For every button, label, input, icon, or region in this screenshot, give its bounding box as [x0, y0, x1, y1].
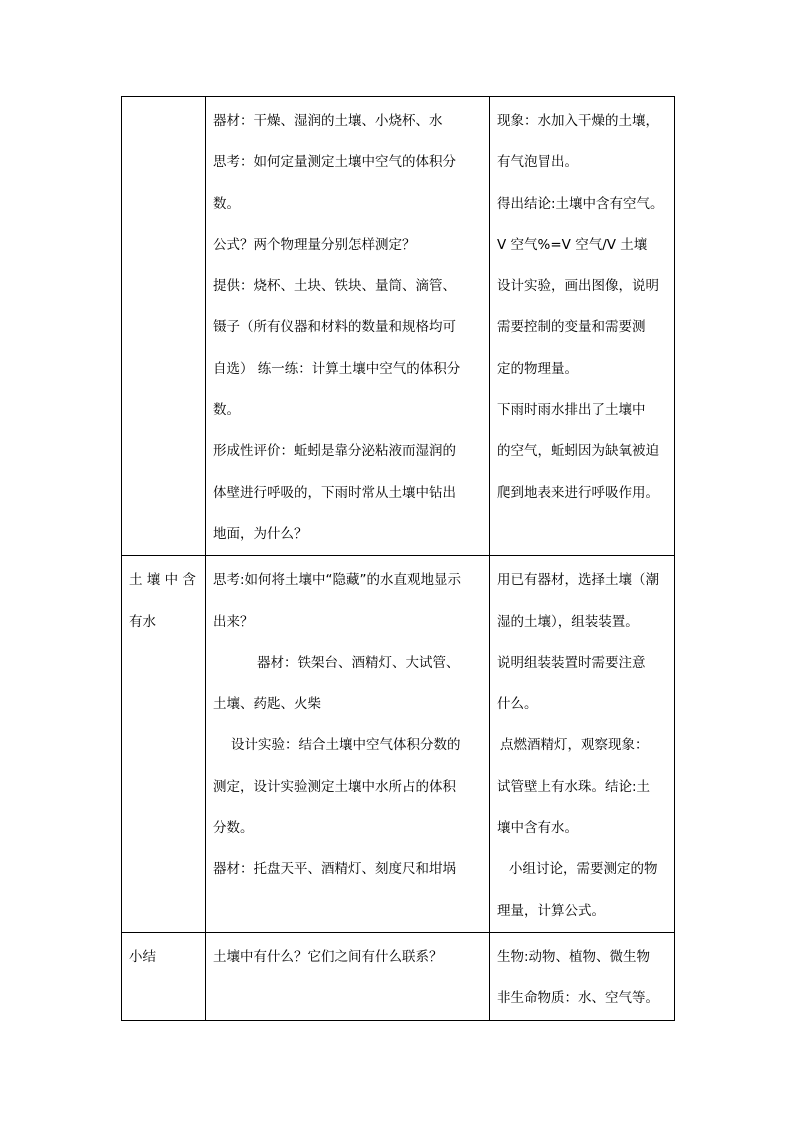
text-line: 设计实验：结合土壤中空气体积分数的: [231, 737, 461, 754]
text-line: 数。: [213, 195, 240, 212]
text-line: 得出结论:土壤中含有空气。: [497, 195, 664, 212]
text-line: 器材：托盘天平、酒精灯、刻度尺和坩埚: [213, 861, 456, 878]
text-line: 有水: [129, 613, 156, 630]
text-line: 设计实验，画出图像，说明: [497, 278, 659, 295]
text-line: 生物:动物、植物、微生物: [497, 948, 651, 965]
text-line: 镊子（所有仪器和材料的数量和规格均可: [213, 319, 456, 336]
text-line: 土 壤 中 含: [129, 572, 196, 589]
text-line: V 空气%=V 空气/V 土壤: [497, 236, 648, 253]
student-cell: [490, 556, 675, 933]
text-line: 土壤、药匙、火柴: [213, 696, 321, 713]
lesson-table: [121, 96, 675, 1021]
text-line: 需要控制的变量和需要测: [497, 319, 646, 336]
text-line: 小组讨论，需要测定的物: [509, 861, 658, 878]
text-line: 分数。: [213, 820, 254, 837]
text-line: 有气泡冒出。: [497, 154, 578, 171]
table-row: [122, 556, 675, 933]
text-line: 定的物理量。: [497, 360, 578, 377]
text-line: 公式？两个物理量分别怎样测定？: [213, 236, 416, 253]
text-line: 的空气，蚯蚓因为缺氧被迫: [497, 443, 659, 460]
text-line: 小结: [129, 948, 156, 965]
text-line: 试管壁上有水珠。结论:土: [497, 778, 651, 795]
text-line: 形成性评价：蚯蚓是靠分泌粘液而湿润的: [213, 443, 456, 460]
text-line: 测定，设计实验测定土壤中水所占的体积: [213, 778, 456, 795]
text-line: 下雨时雨水排出了土壤中: [497, 402, 646, 419]
text-line: 地面，为什么？: [213, 525, 308, 542]
text-line: 器材：铁架台、酒精灯、大试管、: [257, 654, 460, 671]
topic-cell: [122, 932, 206, 1020]
activity-cell: [206, 556, 490, 933]
text-line: 说明组装装置时需要注意: [497, 654, 646, 671]
text-line: 用已有器材，选择土壤（潮: [497, 572, 659, 589]
activity-cell: [206, 932, 490, 1020]
text-line: 器材：干燥、湿润的土壤、小烧杯、水: [213, 113, 443, 129]
topic-cell: [122, 97, 206, 556]
topic-cell: [122, 556, 206, 933]
text-line: 湿的土壤），组装装置。: [497, 613, 639, 630]
table-row: [122, 932, 675, 1020]
student-cell: [490, 932, 675, 1020]
text-line: 什么。: [497, 696, 538, 713]
text-line: 土壤中有什么？它们之间有什么联系？: [213, 948, 443, 965]
text-line: 理量，计算公式。: [497, 902, 605, 919]
text-line: 提供：烧杯、土块、铁块、量筒、滴管、: [213, 278, 456, 295]
text-line: 爬到地表来进行呼吸作用。: [497, 484, 659, 501]
text-line: 出来？: [213, 613, 254, 630]
text-line: 思考：如何定量测定土壤中空气的体积分: [213, 154, 456, 171]
text-line: 思考:如何将土壤中“隐藏”的水直观地显示: [213, 572, 462, 589]
text-line: 现象：水加入干燥的土壤，: [497, 113, 659, 129]
text-line: 自选） 练一练：计算土壤中空气的体积分: [213, 360, 461, 377]
text-line: 壤中含有水。: [497, 820, 578, 837]
table-row: [122, 97, 675, 556]
student-cell: [490, 97, 675, 556]
text-line: 点燃酒精灯，观察现象：: [500, 737, 649, 754]
text-line: 体壁进行呼吸的，下雨时常从土壤中钻出: [213, 484, 456, 501]
activity-cell: [206, 97, 490, 556]
text-line: 非生命物质：水、空气等。: [497, 990, 659, 1007]
text-line: 数。: [213, 402, 240, 419]
